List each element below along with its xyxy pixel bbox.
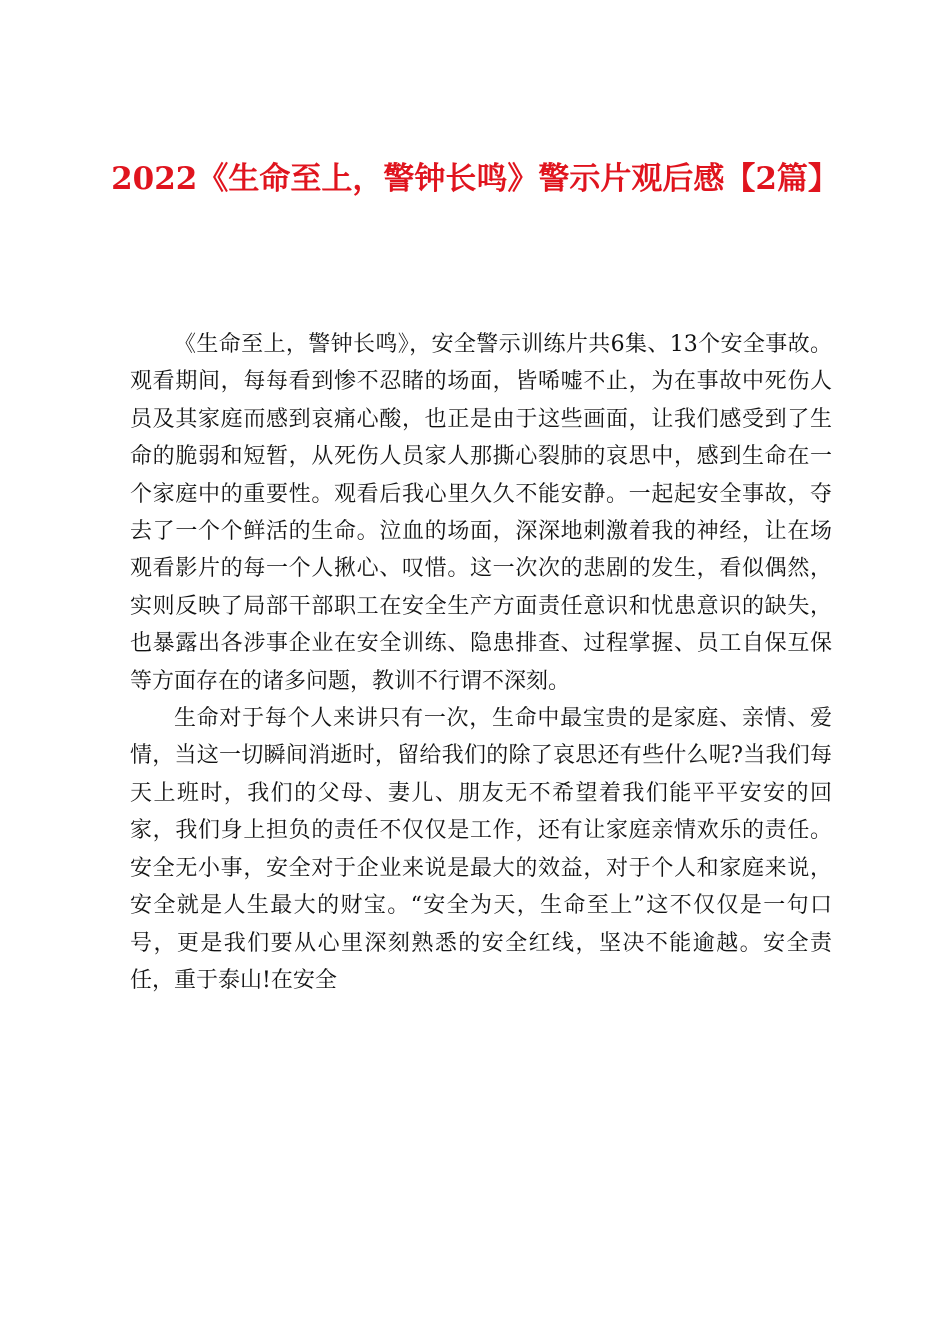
paragraph: 《生命至上，警钟长鸣》，安全警示训练片共6集、13个安全事故。观看期间，每每看到惨不忍睹的场面，皆唏嘘不止，为在事故中死伤人员及其家庭而感到哀痛心酸，也正是由于这些画面，让我们感受到了生命的脆弱和短暂，从死伤人员家人那撕心裂肺的哀思中，感到生命在一个家庭中的重要性。观看后我心里久久不能安静。一起起安全事故，夺去了一个个鲜活的生命。泣血的场面，深深地刺激着我的神经，让在场观看影片的每一个人揪心、叹惜。这一次次的悲剧的发生，看似偶然，实则反映了局部干部职工在安全生产方面责任意识和忧患意识的缺失，也暴露出各涉事企业在安全训练、隐患排查、过程掌握、员工自保互保等方面存在的诸多问题，教训不行谓不深刻。 (130, 332, 832, 694)
document-title: 2022《生命至上，警钟长鸣》警示片观后感【2篇】 (111, 161, 839, 197)
paragraph: 生命对于每个人来讲只有一次，生命中最宝贵的是家庭、亲情、爱情，当这一切瞬间消逝时，留给我们的除了哀思还有些什么呢?当我们每天上班时，我们的父母、妻儿、朋友无不希望着我们能平平安安的回家，我们身上担负的责任不仅仅是工作，还有让家庭亲情欢乐的责任。安全无小事，安全对于企业来说是最大的效益，对于个人和家庭来说，安全就是人生最大的财宝。“安全为天，生命至上”这不仅仅是一句口号，更是我们要从心里深刻熟悉的安全红线，坚决不能逾越。安全责任，重于泰山!在安全 (130, 706, 832, 993)
document-body (130, 326, 832, 999)
